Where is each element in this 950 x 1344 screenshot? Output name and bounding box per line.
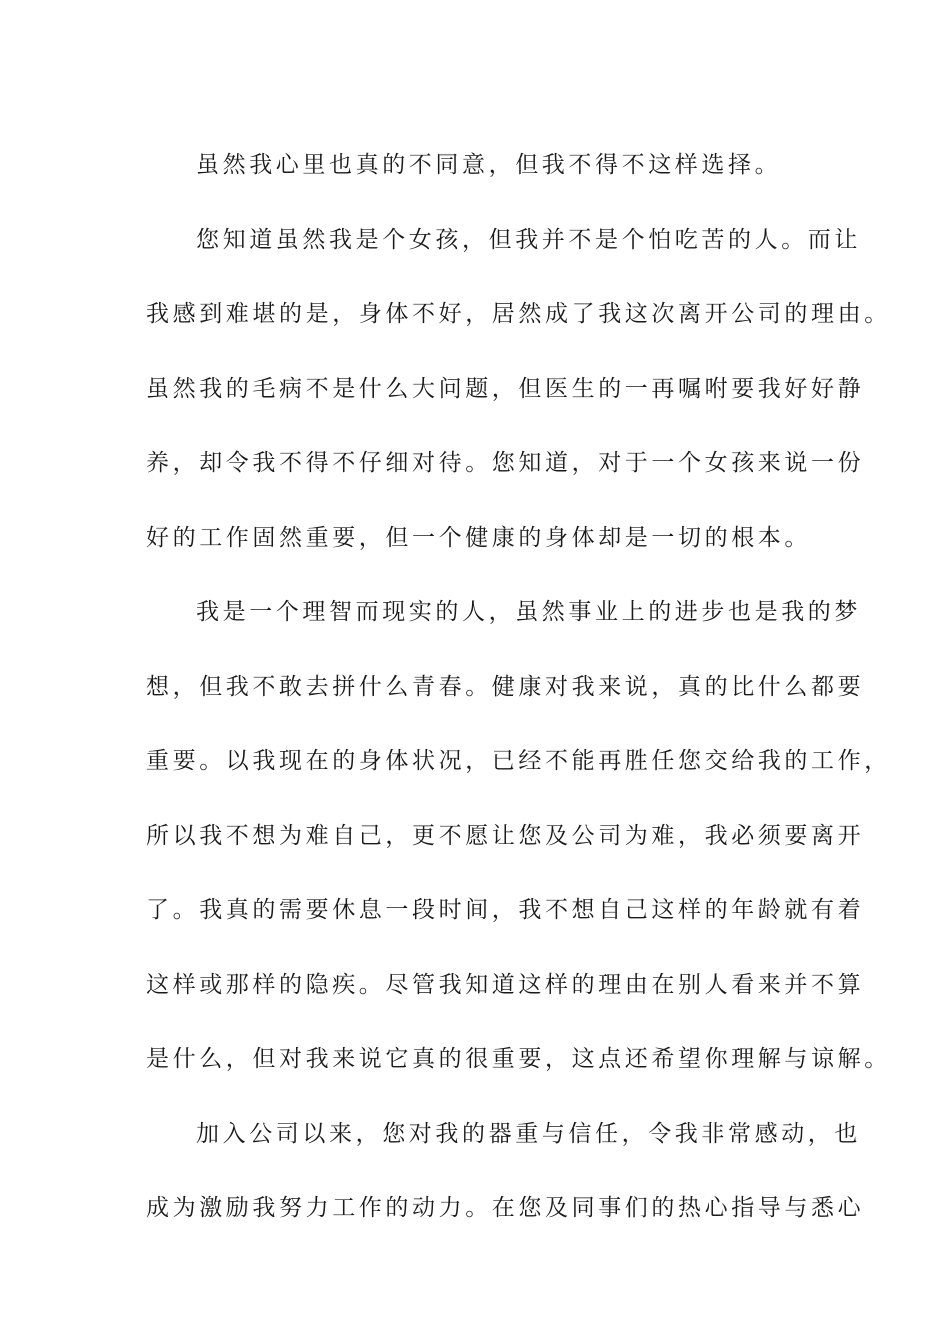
text-line: 我是一个理智而现实的人，虽然事业上的进步也是我的梦 (196, 599, 861, 625)
text-line: 虽然我心里也真的不同意，但我不得不这样选择。 (196, 152, 782, 178)
text-line: 加入公司以来，您对我的器重与信任，令我非常感动，也 (196, 1120, 861, 1147)
text-line: 是什么，但对我来说它真的很重要，这点还希望你理解与谅解。 (146, 1046, 891, 1072)
text-line: 想，但我不敢去拼什么青春。健康对我来说，真的比什么都要 (146, 673, 865, 700)
document-body (146, 128, 891, 1246)
text-line: 重要。以我现在的身体状况，已经不能再胜任您交给我的工作， (146, 748, 891, 774)
text-line: 虽然我的毛病不是什么大问题，但医生的一再嘱咐要我好好静 (146, 375, 865, 402)
text-line: 好的工作固然重要，但一个健康的身体却是一切的根本。 (146, 524, 811, 551)
text-line: 养，却令我不得不仔细对待。您知道，对于一个女孩来说一份 (146, 450, 865, 476)
text-line: 成为激励我努力工作的动力。在您及同事们的热心指导与悉心 (146, 1195, 865, 1221)
text-line: 了。我真的需要休息一段时间，我不想自己这样的年龄就有着 (146, 897, 865, 923)
text-line: 您知道虽然我是个女孩，但我并不是个怕吃苦的人。而让 (196, 226, 861, 253)
text-line: 我感到难堪的是，身体不好，居然成了我这次离开公司的理由。 (146, 301, 891, 327)
text-line: 所以我不想为难自己，更不愿让您及公司为难，我必须要离开 (146, 822, 865, 849)
text-line: 这样或那样的隐疾。尽管我知道这样的理由在别人看来并不算 (146, 971, 865, 998)
